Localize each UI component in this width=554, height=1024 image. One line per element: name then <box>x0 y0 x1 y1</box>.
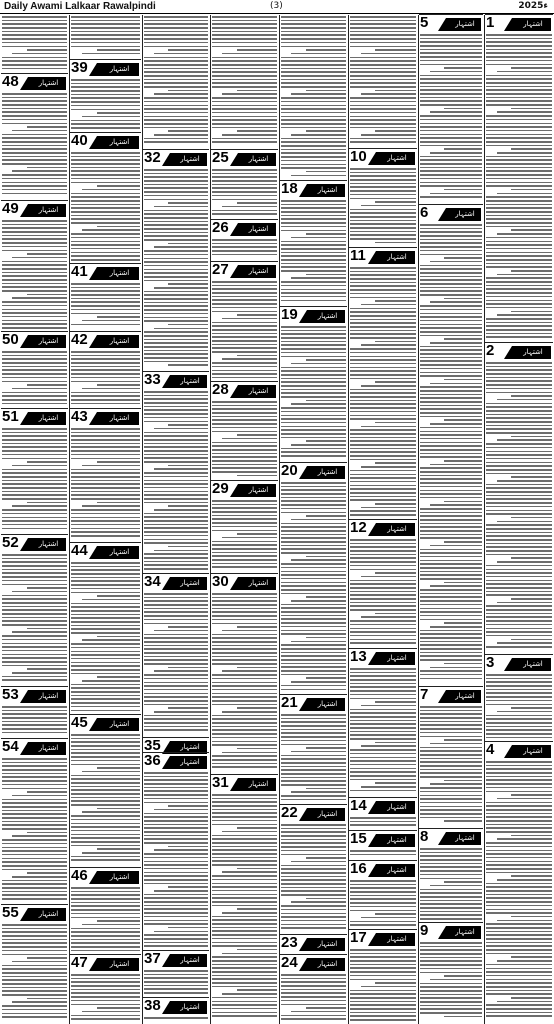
ad-body-text <box>350 817 416 830</box>
ad-number: 50 <box>2 331 19 348</box>
ad-number: 55 <box>2 904 19 921</box>
ad-label: اشتہار <box>109 548 130 556</box>
ad-label: اشتہار <box>248 267 269 275</box>
classified-text-block <box>211 593 278 774</box>
ad-number: 1 <box>486 14 495 31</box>
ad-number: 23 <box>281 934 298 951</box>
ad-body-text <box>350 949 416 1023</box>
ad-body-text <box>212 169 277 219</box>
ad-number: 21 <box>281 694 298 711</box>
ad-number-header <box>279 307 348 324</box>
ad-body-text <box>281 482 346 694</box>
page-number: (3) <box>270 1 283 11</box>
ad-number: 4 <box>486 741 495 758</box>
ad-number-header <box>484 742 554 759</box>
ad-number-header <box>69 715 142 732</box>
classified-text-block <box>211 500 278 573</box>
ad-number: 24 <box>281 954 298 971</box>
ad-number-header <box>418 829 484 846</box>
ad-number: 37 <box>144 950 161 967</box>
ad-number-header <box>0 332 69 349</box>
classified-text-block <box>349 880 417 929</box>
classified-text-block <box>1 16 68 72</box>
ad-number-header <box>69 264 142 281</box>
classified-text-block <box>349 267 417 519</box>
ad-number-header <box>69 133 142 150</box>
ad-number-header <box>142 372 210 389</box>
ad-label: اشتہار <box>387 866 407 874</box>
classified-text-block <box>143 391 209 573</box>
ad-number: 26 <box>212 219 229 236</box>
classified-text-block <box>143 772 209 950</box>
ad-number: 30 <box>212 573 229 590</box>
ad-body-text <box>350 168 416 247</box>
ad-number-header <box>279 935 348 952</box>
ad-label: اشتہار <box>248 579 269 587</box>
ad-number-header <box>0 409 69 426</box>
ad-label: اشتہار <box>38 540 59 548</box>
ad-label: اشتہار <box>387 654 407 662</box>
ad-number-header <box>142 574 210 591</box>
ad-label: اشتہار <box>109 65 130 73</box>
ad-label: اشتہار <box>455 20 475 28</box>
ad-number-header <box>210 574 279 591</box>
ad-body-text <box>212 500 277 573</box>
classified-text-block <box>1 924 68 1023</box>
ad-body-text <box>212 16 277 148</box>
classified-text-block <box>280 482 347 694</box>
ad-number-header <box>279 463 348 480</box>
ad-body-text <box>420 706 482 828</box>
ad-number: 47 <box>71 954 88 971</box>
ad-number: 39 <box>71 59 88 76</box>
ad-label: اشتہار <box>180 377 200 385</box>
ad-body-text <box>71 428 140 542</box>
ad-body-text <box>71 734 140 867</box>
ad-label: اشتہار <box>109 269 130 277</box>
ad-number-header <box>418 15 484 32</box>
ad-body-text <box>71 974 140 1023</box>
ad-body-text <box>71 283 140 331</box>
ad-number-header <box>484 15 554 32</box>
ad-label: اشتہار <box>180 1003 200 1011</box>
ad-number: 15 <box>350 830 367 847</box>
masthead <box>0 0 554 14</box>
ad-number-header <box>142 998 210 1015</box>
ad-number-header <box>210 382 279 399</box>
ad-label: اشتہار <box>387 525 407 533</box>
ad-body-text <box>281 974 346 1023</box>
classified-text-block <box>1 428 68 534</box>
ad-number: 40 <box>71 132 88 149</box>
ad-label: اشتہار <box>180 956 200 964</box>
classified-text-block <box>211 239 278 261</box>
ad-number-header <box>210 481 279 498</box>
ad-number-header <box>279 805 348 822</box>
ad-number: 48 <box>2 73 19 90</box>
classified-text-block <box>1 706 68 738</box>
classified-text-block <box>485 674 553 741</box>
classified-text-block <box>70 351 141 408</box>
classified-text-block <box>349 16 417 147</box>
ad-number: 20 <box>281 462 298 479</box>
ad-label: اشتہار <box>317 468 338 476</box>
ad-number: 27 <box>212 261 229 278</box>
ad-number: 34 <box>144 573 161 590</box>
classified-text-block <box>211 16 278 148</box>
ad-label: اشتہار <box>109 337 130 345</box>
ad-number: 54 <box>2 738 19 755</box>
classified-text-block <box>349 850 417 860</box>
ad-label: اشتہار <box>523 348 543 356</box>
ad-label: اشتہار <box>523 747 543 755</box>
ad-body-text <box>2 706 67 738</box>
ad-label: اشتہار <box>317 940 338 948</box>
classified-text-block <box>280 974 347 1023</box>
ad-number: 52 <box>2 534 19 551</box>
ad-number-header <box>484 655 554 672</box>
ad-label: اشتہار <box>38 414 59 422</box>
newspaper-name: Daily Awami Lalkaar Rawalpindi <box>4 1 156 12</box>
classified-text-block <box>70 974 141 1023</box>
ad-number-header <box>279 181 348 198</box>
ad-body-text <box>71 152 140 263</box>
ad-body-text <box>144 1017 208 1023</box>
ad-number: 12 <box>350 519 367 536</box>
ad-number-header <box>69 543 142 560</box>
ad-number: 44 <box>71 542 88 559</box>
ad-number: 3 <box>486 654 495 671</box>
ad-body-text <box>144 772 208 950</box>
ad-label: اشتہار <box>387 935 407 943</box>
ad-body-text <box>71 351 140 408</box>
ad-label: اشتہار <box>180 579 200 587</box>
ad-body-text <box>2 428 67 534</box>
ad-body-text <box>71 562 140 714</box>
ad-number: 6 <box>420 204 429 221</box>
ad-number-header <box>348 798 418 815</box>
ad-number-header <box>69 868 142 885</box>
classified-text-block <box>419 224 483 686</box>
ad-label: اشتہار <box>317 312 338 320</box>
ad-body-text <box>281 714 346 804</box>
ad-body-text <box>144 169 208 371</box>
ad-number: 10 <box>350 148 367 165</box>
ad-number: 19 <box>281 306 298 323</box>
ad-number-header <box>418 923 484 940</box>
ad-number-header <box>0 687 69 704</box>
ad-body-text <box>420 34 482 204</box>
ad-label: اشتہار <box>180 758 200 766</box>
ad-number: 33 <box>144 371 161 388</box>
classified-text-block <box>485 761 553 1023</box>
ad-body-text <box>144 593 208 737</box>
ad-body-text <box>2 554 67 686</box>
ad-body-text <box>486 674 552 741</box>
ad-number-header <box>0 74 69 91</box>
ad-label: اشتہار <box>180 743 200 751</box>
ad-body-text <box>144 16 208 148</box>
ad-number: 42 <box>71 331 88 348</box>
ad-label: اشتہار <box>317 186 338 194</box>
ad-body-text <box>350 267 416 519</box>
classified-text-block <box>211 281 278 381</box>
ad-label: اشتہار <box>455 692 475 700</box>
ad-label: اشتہار <box>38 206 59 214</box>
ad-number-header <box>69 955 142 972</box>
ad-body-text <box>420 224 482 686</box>
classified-text-block <box>143 16 209 148</box>
ad-number: 2 <box>486 342 495 359</box>
ad-label: اشتہار <box>317 700 338 708</box>
ad-number-header <box>418 205 484 222</box>
ad-number-header <box>348 520 418 537</box>
classified-text-block <box>349 539 417 648</box>
ad-label: اشتہار <box>109 138 130 146</box>
ad-label: اشتہار <box>38 744 59 752</box>
ad-number: 43 <box>71 408 88 425</box>
ad-number-header <box>0 739 69 756</box>
ad-label: اشتہار <box>455 928 475 936</box>
ad-number-header <box>348 649 418 666</box>
classified-text-block <box>70 887 141 954</box>
ad-label: اشتہار <box>387 803 407 811</box>
ad-label: اشتہار <box>248 225 269 233</box>
ad-label: اشتہار <box>248 780 269 788</box>
ad-number: 45 <box>71 714 88 731</box>
ad-body-text <box>420 848 482 922</box>
ad-number-header <box>348 248 418 265</box>
ad-body-text <box>212 239 277 261</box>
classified-text-block <box>419 706 483 828</box>
ad-label: اشتہار <box>109 960 130 968</box>
ad-label: اشتہار <box>455 834 475 842</box>
classified-text-block <box>1 220 68 331</box>
classified-text-block <box>419 848 483 922</box>
ad-body-text <box>144 970 208 997</box>
classified-text-block <box>485 34 553 342</box>
classified-text-block <box>70 152 141 263</box>
ad-label: اشتہار <box>523 660 543 668</box>
ad-label: اشتہار <box>317 810 338 818</box>
classified-text-block <box>1 351 68 408</box>
ad-number: 17 <box>350 929 367 946</box>
classified-text-block <box>70 79 141 132</box>
classified-text-block <box>70 16 141 58</box>
classified-text-block <box>70 428 141 542</box>
ad-number-header <box>69 60 142 77</box>
ad-number-header <box>484 343 554 360</box>
ad-body-text <box>144 391 208 573</box>
classified-text-block <box>419 34 483 204</box>
ad-label: اشتہار <box>317 960 338 968</box>
ad-number-header <box>142 753 210 770</box>
ad-label: اشتہار <box>387 836 407 844</box>
ad-label: اشتہار <box>109 873 130 881</box>
ad-body-text <box>2 93 67 200</box>
classified-text-block <box>349 949 417 1023</box>
ad-body-text <box>350 16 416 147</box>
ad-number: 53 <box>2 686 19 703</box>
ad-number-header <box>142 150 210 167</box>
ad-number: 46 <box>71 867 88 884</box>
ad-number: 7 <box>420 686 429 703</box>
ad-number-header <box>348 861 418 878</box>
classified-text-block <box>211 169 278 219</box>
classified-page <box>0 15 554 1024</box>
ad-label: اشتہار <box>248 486 269 494</box>
ad-number: 13 <box>350 648 367 665</box>
classified-text-block <box>143 1017 209 1023</box>
classified-text-block <box>280 714 347 804</box>
ad-number: 29 <box>212 480 229 497</box>
ad-number: 51 <box>2 408 19 425</box>
ad-body-text <box>281 16 346 179</box>
ad-label: اشتہار <box>387 253 407 261</box>
ad-body-text <box>350 880 416 929</box>
ad-number: 8 <box>420 828 429 845</box>
ad-number: 25 <box>212 149 229 166</box>
ad-body-text <box>2 16 67 72</box>
classified-text-block <box>349 668 417 797</box>
ad-body-text <box>420 942 482 1023</box>
ad-body-text <box>281 326 346 462</box>
ad-label: اشتہار <box>38 692 59 700</box>
ad-number-header <box>0 201 69 218</box>
ad-number-header <box>0 535 69 552</box>
ad-number: 32 <box>144 149 161 166</box>
ad-number-header <box>348 149 418 166</box>
classified-text-block <box>143 593 209 737</box>
ad-number-header <box>0 905 69 922</box>
ad-number-header <box>69 409 142 426</box>
ad-number-header <box>279 695 348 712</box>
ad-number: 28 <box>212 381 229 398</box>
classified-text-block <box>280 824 347 934</box>
ad-body-text <box>71 16 140 58</box>
ad-label: اشتہار <box>455 210 475 218</box>
ad-body-text <box>281 824 346 934</box>
classified-text-block <box>280 200 347 306</box>
classified-text-block <box>211 401 278 480</box>
classified-text-block <box>349 817 417 830</box>
ad-label: اشتہار <box>523 20 543 28</box>
ad-body-text <box>2 924 67 1023</box>
ad-label: اشتہار <box>248 155 269 163</box>
ad-body-text <box>486 34 552 342</box>
ad-body-text <box>486 761 552 1023</box>
ad-label: اشتہار <box>387 154 407 162</box>
ad-number: 11 <box>350 247 366 264</box>
ad-body-text <box>350 539 416 648</box>
classified-text-block <box>419 942 483 1023</box>
ad-body-text <box>486 362 552 654</box>
classified-text-block <box>1 93 68 200</box>
ad-number: 35 <box>144 737 161 754</box>
ad-number-header <box>418 687 484 704</box>
ad-number-header <box>142 951 210 968</box>
ad-body-text <box>2 220 67 331</box>
ad-label: اشتہار <box>38 910 59 918</box>
classified-text-block <box>70 562 141 714</box>
issue-date: 2025ء <box>518 1 548 11</box>
classified-text-block <box>280 16 347 179</box>
ad-number-header <box>210 775 279 792</box>
ad-body-text <box>212 794 277 1023</box>
ad-number-header <box>210 150 279 167</box>
ad-body-text <box>212 281 277 381</box>
ad-number-header <box>210 262 279 279</box>
ad-number: 38 <box>144 997 161 1014</box>
ad-body-text <box>2 351 67 408</box>
classified-text-block <box>211 794 278 1023</box>
ad-number-header <box>348 831 418 848</box>
ad-body-text <box>212 593 277 774</box>
classified-text-block <box>1 554 68 686</box>
ad-body-text <box>71 79 140 132</box>
ad-label: اشتہار <box>248 387 269 395</box>
ad-number-header <box>69 332 142 349</box>
ad-number: 31 <box>212 774 229 791</box>
classified-text-block <box>70 283 141 331</box>
ad-label: اشتہار <box>38 337 59 345</box>
classified-text-block <box>70 734 141 867</box>
ad-body-text <box>71 887 140 954</box>
ad-number: 36 <box>144 752 161 769</box>
ad-number: 16 <box>350 860 367 877</box>
ad-number: 18 <box>281 180 298 197</box>
ad-label: اشتہار <box>180 155 200 163</box>
ad-label: اشتہار <box>109 414 130 422</box>
ad-number: 22 <box>281 804 298 821</box>
ad-number: 49 <box>2 200 19 217</box>
ad-number-header <box>210 220 279 237</box>
ad-body-text <box>2 758 67 904</box>
ad-body-text <box>350 850 416 860</box>
ad-number-header <box>279 955 348 972</box>
ad-label: اشتہار <box>38 79 59 87</box>
ad-number: 5 <box>420 14 429 31</box>
classified-text-block <box>143 169 209 371</box>
ad-body-text <box>212 401 277 480</box>
ad-number: 14 <box>350 797 367 814</box>
classified-text-block <box>1 758 68 904</box>
classified-text-block <box>280 326 347 462</box>
ad-label: اشتہار <box>109 720 130 728</box>
ad-body-text <box>350 668 416 797</box>
ad-number-header <box>348 930 418 947</box>
ad-number: 41 <box>71 263 88 280</box>
ad-number: 9 <box>420 922 429 939</box>
classified-text-block <box>143 970 209 997</box>
classified-text-block <box>349 168 417 247</box>
ad-body-text <box>281 200 346 306</box>
classified-text-block <box>485 362 553 654</box>
